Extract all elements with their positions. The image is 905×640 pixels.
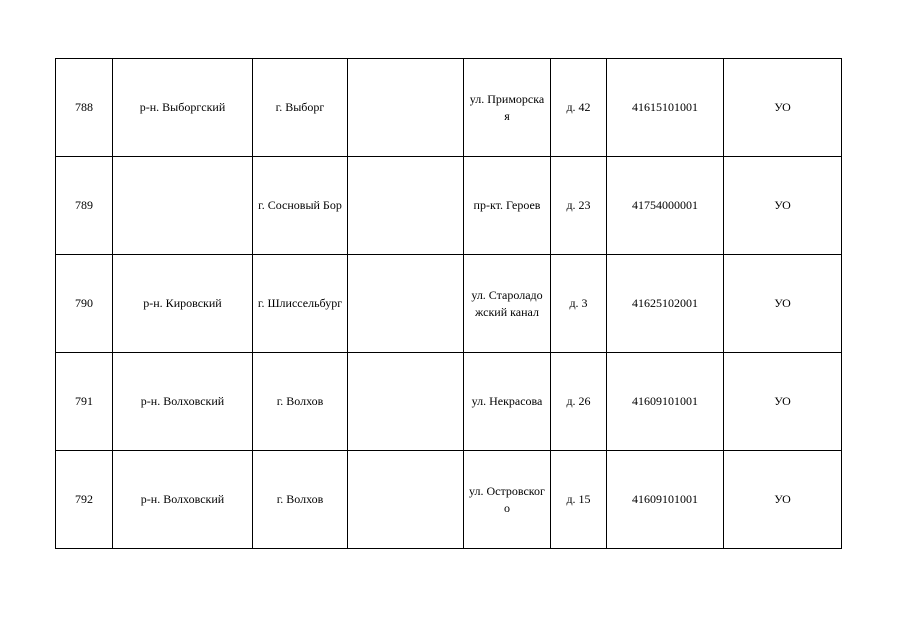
house-cell: д. 42: [551, 59, 607, 157]
management-cell: УО: [724, 451, 842, 549]
house-cell: д. 3: [551, 255, 607, 353]
oktmo-cell: 41754000001: [607, 157, 724, 255]
city-cell: г. Шлиссельбург: [253, 255, 348, 353]
table-row: [56, 353, 842, 451]
street-cell: [464, 255, 551, 353]
management-cell: УО: [724, 353, 842, 451]
city-cell: г. Сосновый Бор: [253, 157, 348, 255]
street-text: ул. Островского: [469, 483, 545, 515]
district-cell: р-н. Кировский: [113, 255, 253, 353]
city-cell: г. Волхов: [253, 353, 348, 451]
row-number: 788: [56, 59, 113, 157]
table-row: [56, 59, 842, 157]
empty-cell: [348, 353, 464, 451]
city-cell: г. Волхов: [253, 451, 348, 549]
street-cell: [464, 353, 551, 451]
housing-registry-table: [55, 58, 842, 549]
management-cell: УО: [724, 59, 842, 157]
oktmo-cell: 41625102001: [607, 255, 724, 353]
table-row: [56, 451, 842, 549]
management-cell: УО: [724, 157, 842, 255]
district-cell: р-н. Волховский: [113, 451, 253, 549]
house-cell: д. 26: [551, 353, 607, 451]
city-cell: г. Выборг: [253, 59, 348, 157]
empty-cell: [348, 451, 464, 549]
street-text: пр-кт. Героев: [473, 198, 541, 212]
empty-cell: [348, 157, 464, 255]
oktmo-cell: 41615101001: [607, 59, 724, 157]
oktmo-cell: 41609101001: [607, 353, 724, 451]
row-number: 792: [56, 451, 113, 549]
oktmo-cell: 41609101001: [607, 451, 724, 549]
house-cell: д. 15: [551, 451, 607, 549]
street-cell: [464, 157, 551, 255]
street-cell: [464, 59, 551, 157]
street-cell: [464, 451, 551, 549]
row-number: 789: [56, 157, 113, 255]
district-cell: р-н. Выборгский: [113, 59, 253, 157]
district-cell: р-н. Волховский: [113, 353, 253, 451]
house-cell: д. 23: [551, 157, 607, 255]
row-number: 791: [56, 353, 113, 451]
empty-cell: [348, 255, 464, 353]
empty-cell: [348, 59, 464, 157]
street-text: ул. Некрасова: [471, 394, 543, 408]
row-number: 790: [56, 255, 113, 353]
table-row: [56, 157, 842, 255]
district-cell: [113, 157, 253, 255]
management-cell: УО: [724, 255, 842, 353]
table-row: [56, 255, 842, 353]
street-text: ул. Староладожский канал: [471, 287, 543, 319]
street-text: ул. Приморская: [469, 91, 545, 123]
